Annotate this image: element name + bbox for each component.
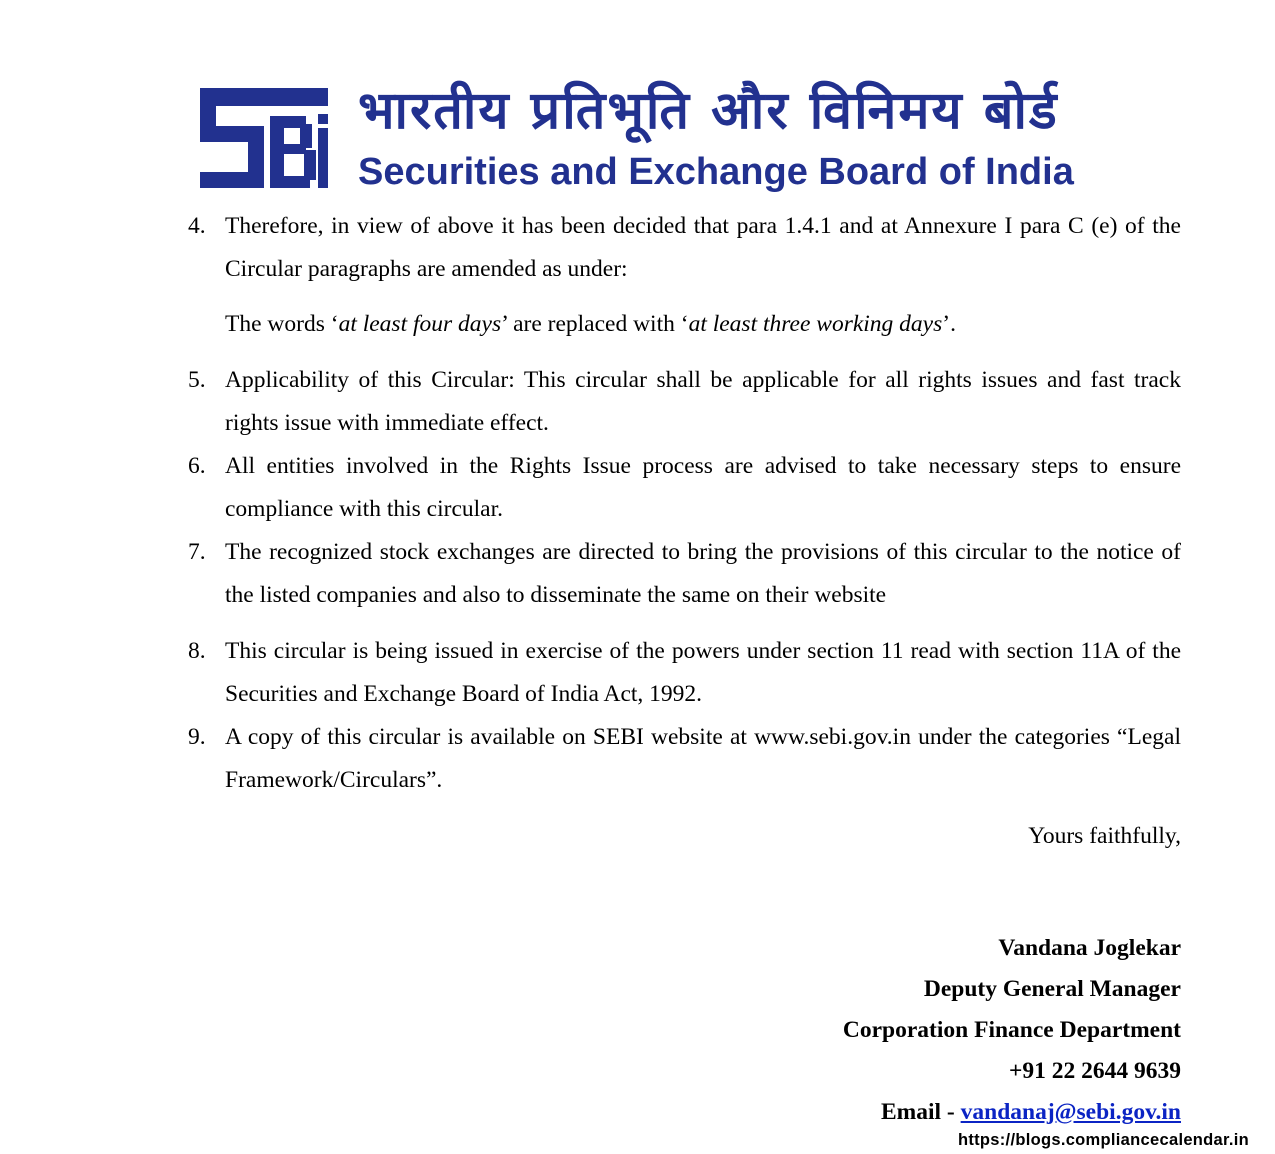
letterhead (200, 76, 1130, 194)
signatory-email-line (843, 1092, 1181, 1133)
paragraph-number: 7. (188, 539, 206, 565)
amendment-text: The words ‘at least four days’ are replaced with ‘at least three working days’. (225, 311, 956, 337)
paragraph-text: All entities involved in the Rights Issue process are advised to take necessary steps to ensure compliance with this circular. (225, 453, 1181, 522)
paragraph-number: 8. (188, 638, 206, 664)
paragraph-6 (188, 445, 1181, 531)
paragraph-8 (188, 630, 1181, 716)
paragraph-text: The recognized stock exchanges are directed to bring the provisions of this circular to the notice of the listed companies and also to disseminate the same on their website (225, 539, 1181, 608)
paragraph-number: 6. (188, 453, 206, 479)
circular-body (188, 205, 1181, 802)
paragraph-4 (188, 205, 1181, 291)
paragraph-5 (188, 359, 1181, 445)
signatory-designation: Deputy General Manager (923, 976, 1181, 1002)
paragraph-text: Applicability of this Circular: This circular shall be applicable for all rights issues and fast track rights issue with immediate effect. (225, 367, 1181, 436)
signatory-name: Vandana Joglekar (998, 935, 1181, 961)
paragraph-number: 5. (188, 367, 206, 393)
paragraph-text: This circular is being issued in exercise of the powers under section 11 read with section 11A of the Securities and Exchange Board of India Act, 1992. (225, 638, 1181, 707)
old-wording: at least four days (338, 311, 502, 337)
paragraph-text: Therefore, in view of above it has been decided that para 1.4.1 and at Annexure I para C (e) of the Circular paragraphs are amended as under: (225, 213, 1181, 282)
signatory-department: Corporation Finance Department (842, 1017, 1181, 1043)
email-link[interactable]: vandanaj@sebi.gov.in (960, 1099, 1181, 1125)
closing-salutation: Yours faithfully, (1028, 823, 1181, 849)
new-wording: at least three working days (688, 311, 943, 337)
paragraph-number: 4. (188, 213, 206, 239)
signature-block (843, 928, 1181, 1133)
paragraph-7 (188, 531, 1181, 617)
paragraph-text: A copy of this circular is available on SEBI website at www.sebi.gov.in under the categories “Legal Framework/Circulars”. (225, 724, 1181, 793)
org-name-english: Securities and Exchange Board of India (358, 151, 1074, 193)
org-name-hindi: भारतीय प्रतिभूति और विनिमय बोर्ड (358, 81, 1059, 141)
sebi-logo-icon (200, 80, 328, 190)
source-watermark: https://blogs.compliancecalendar.in (957, 1131, 1249, 1149)
paragraph-9 (188, 716, 1181, 802)
email-label: Email - (880, 1099, 961, 1125)
paragraph-number: 9. (188, 724, 206, 750)
signatory-phone: +91 22 2644 9639 (1008, 1058, 1181, 1084)
